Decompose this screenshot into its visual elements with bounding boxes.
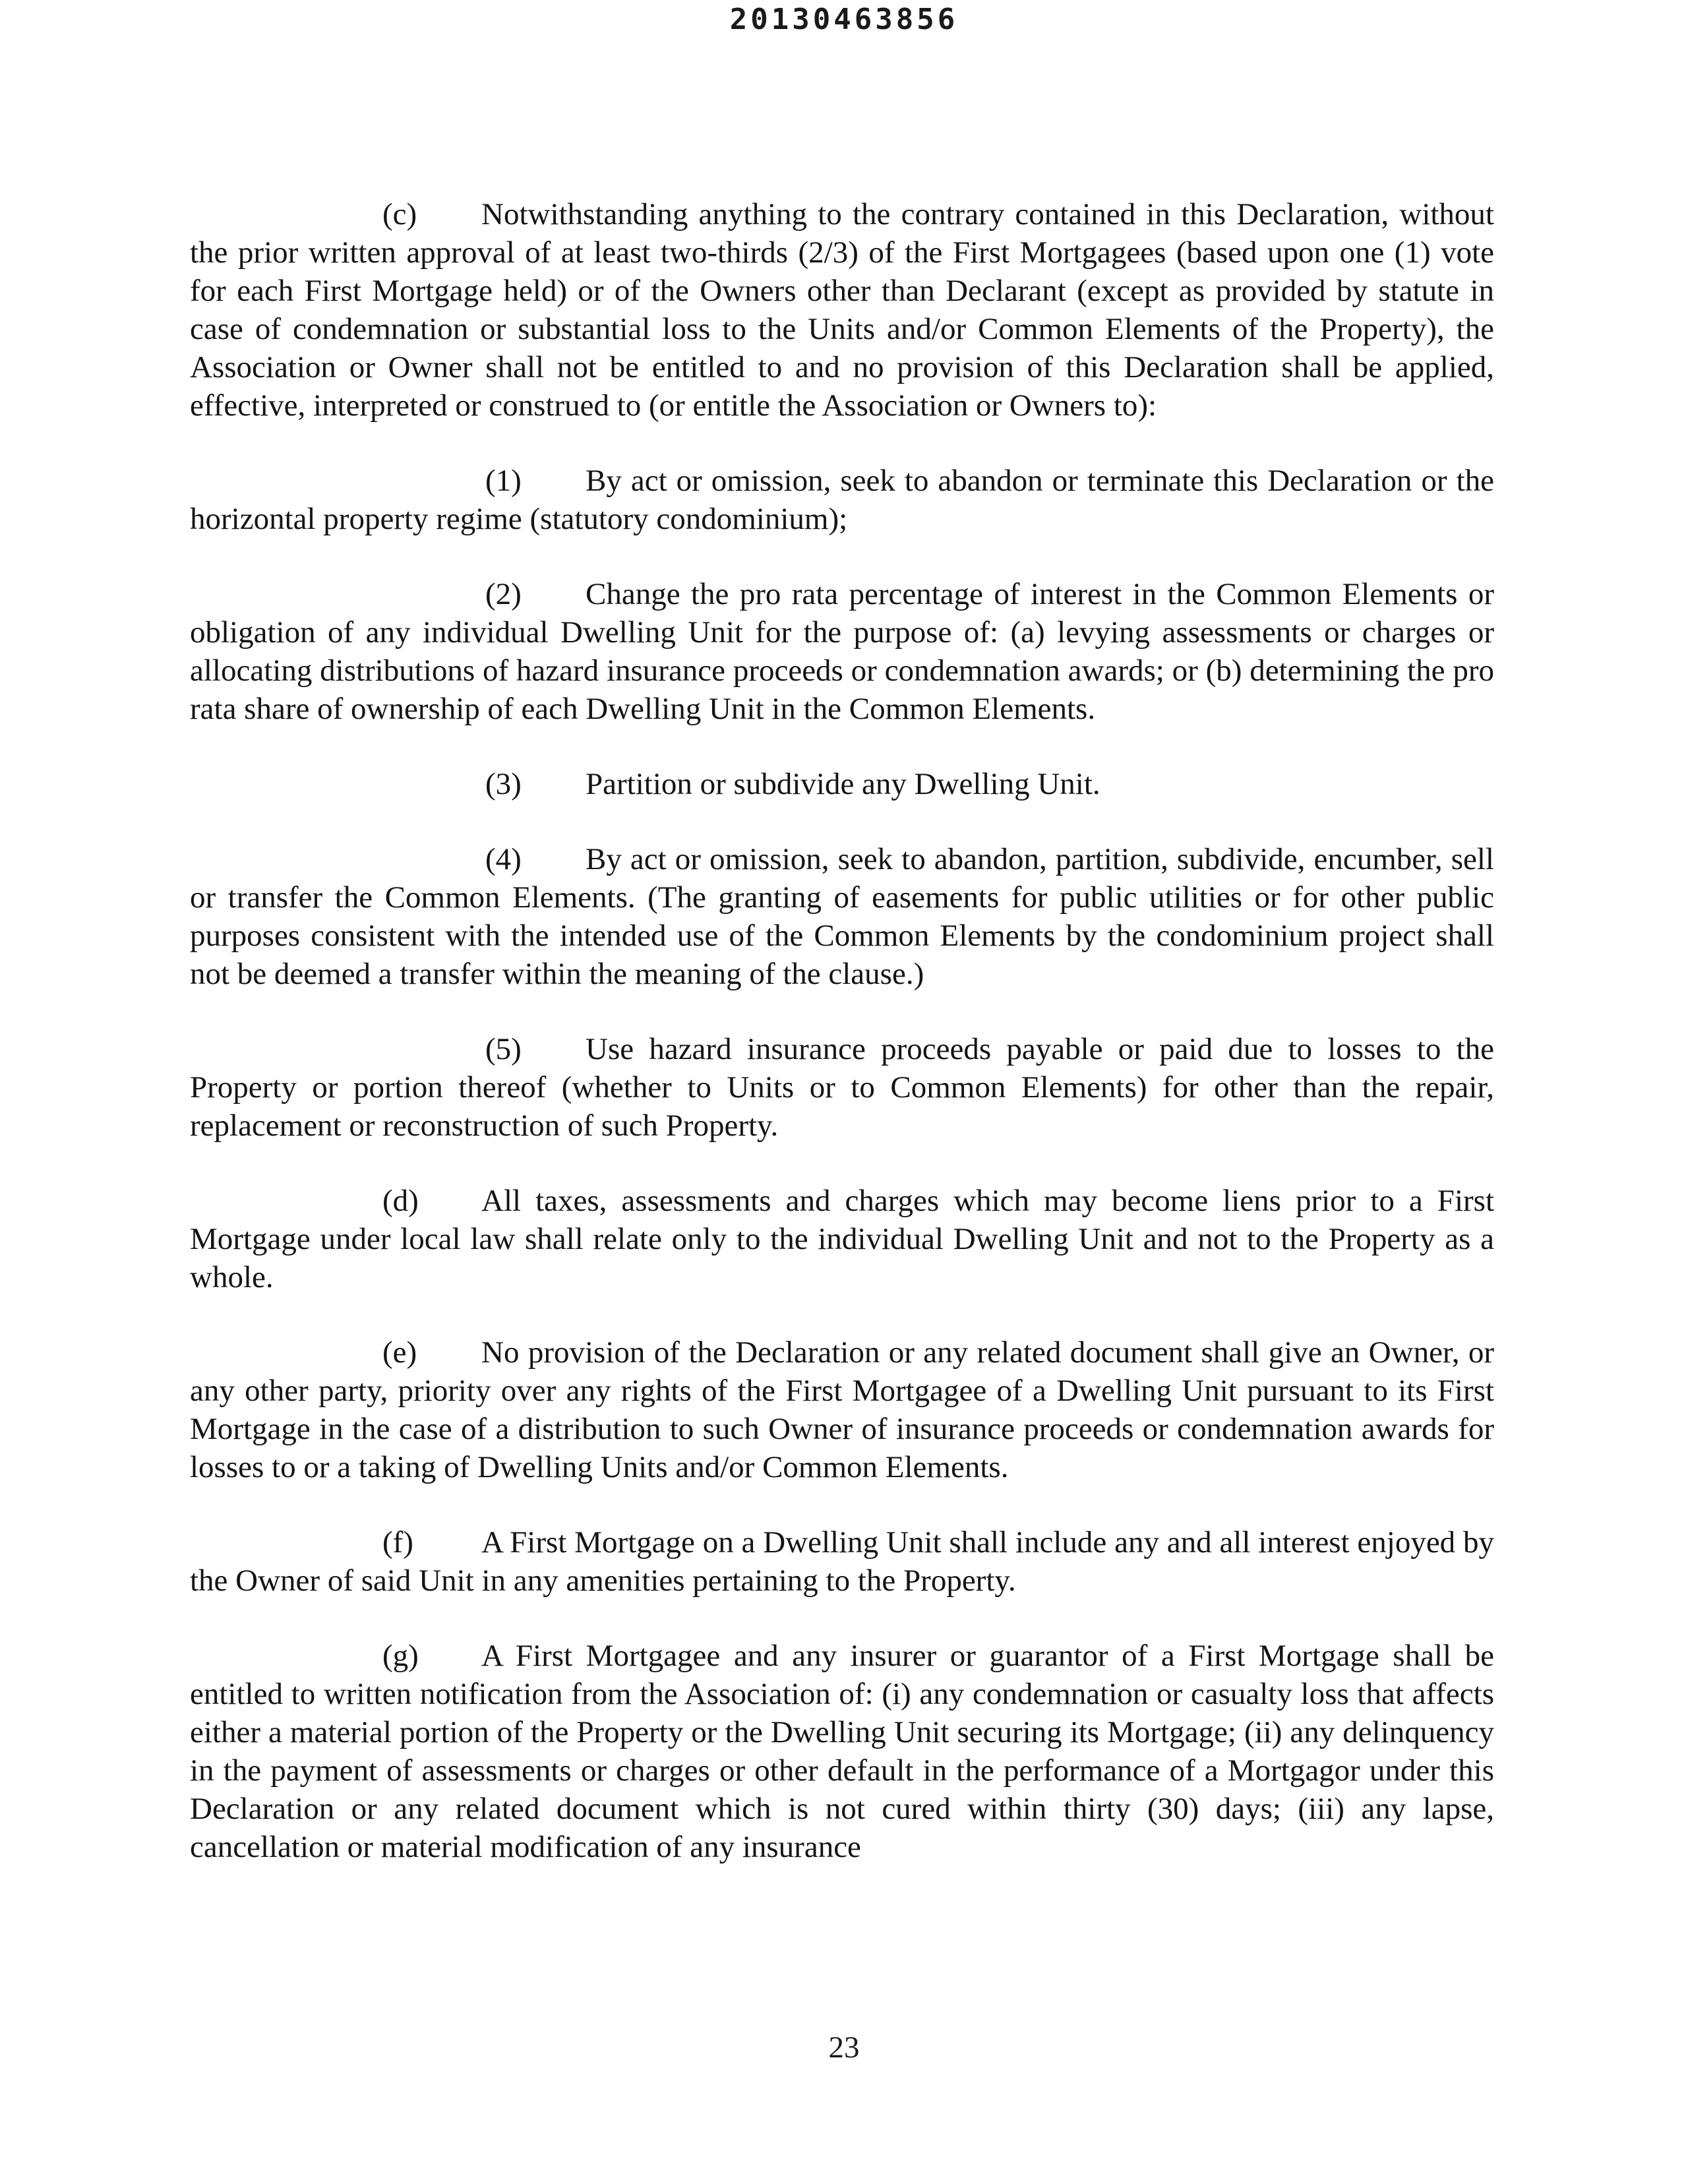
paragraph-5 (190, 1030, 1494, 1145)
paragraph-text: Partition or subdivide any Dwelling Unit. (586, 767, 1100, 801)
paragraph-4 (190, 840, 1494, 993)
paragraph-text: Use hazard insurance proceeds payable or paid due to losses to the Property or portion thereof (whether to Units or to Common Elements) for other than the repair, replacement or reconstruction of such Property. (190, 1032, 1494, 1143)
paragraph-text: Notwithstanding anything to the contrary contained in this Declaration, without the prior written approval of at least two-thirds (2/3) of the First Mortgagees (based upon one (1) vote for each First Mortgage held) or of the Owners other than Declarant (except as provided by statute in case of condemnation or substantial loss to the Units and/or Common Elements of the Property), the Association or Owner shall not be entitled to and no provision of this Declaration shall be applied, effective, interpreted or construed to (or entitle the Association or Owners to): (190, 197, 1494, 423)
paragraph-marker: (g) (382, 1639, 419, 1673)
paragraph-c (190, 195, 1494, 425)
paragraph-text: By act or omission, seek to abandon, partition, subdivide, encumber, sell or transfer the Common Elements. (The granting of easements for public utilities or for other public purposes consistent with the intended use of the Common Elements by the condominium project shall not be deemed a transfer within the meaning of the clause.) (190, 842, 1494, 991)
paragraph-1 (190, 462, 1494, 538)
paragraph-d (190, 1182, 1494, 1296)
paragraph-text: Change the pro rata percentage of interest in the Common Elements or obligation of any individual Dwelling Unit for the purpose of: (a) levying assessments or charges or allocating distributions of hazard insurance proceeds or condemnation awards; or (b) determining the pro rata share of ownership of each Dwelling Unit in the Common Elements. (190, 577, 1494, 726)
paragraph-marker: (1) (485, 464, 522, 498)
paragraph-marker: (f) (382, 1525, 413, 1560)
paragraph-text: A First Mortgage on a Dwelling Unit shall include any and all interest enjoyed by the Owner of said Unit in any amenities pertaining to the Property. (190, 1525, 1494, 1598)
paragraph-marker: (d) (382, 1184, 419, 1218)
paragraph-3 (190, 765, 1494, 803)
document-number: 20130463856 (729, 3, 959, 36)
paragraph-marker: (3) (485, 767, 522, 801)
paragraph-e (190, 1333, 1494, 1486)
document-body (190, 195, 1494, 1903)
paragraph-marker: (4) (485, 842, 522, 876)
paragraph-text: By act or omission, seek to abandon or terminate this Declaration or the horizontal property regime (statutory condominium); (190, 464, 1494, 536)
paragraph-marker: (c) (382, 197, 417, 231)
paragraph-text: All taxes, assessments and charges which may become liens prior to a First Mortgage under local law shall relate only to the individual Dwelling Unit and not to the Property as a whole. (190, 1184, 1494, 1294)
paragraph-marker: (5) (485, 1032, 522, 1066)
paragraph-text: No provision of the Declaration or any related document shall give an Owner, or any other party, priority over any rights of the First Mortgagee of a Dwelling Unit pursuant to its First Mortgage in the case of a distribution to such Owner of insurance proceeds or condemnation awards for losses to or a taking of Dwelling Units and/or Common Elements. (190, 1335, 1494, 1484)
page-number: 23 (828, 2030, 860, 2065)
paragraph-text: A First Mortgagee and any insurer or guarantor of a First Mortgage shall be entitled to written notification from the Association of: (i) any condemnation or casualty loss that affects either a material portion of the Property or the Dwelling Unit securing its Mortgage; (ii) any delinquency in the payment of assessments or charges or other default in the performance of a Mortgagor under this Declaration or any related document which is not cured within thirty (30) days; (iii) any lapse, cancellation or material modification of any insurance (190, 1639, 1494, 1864)
paragraph-marker: (e) (382, 1335, 417, 1370)
paragraph-marker: (2) (485, 577, 522, 611)
paragraph-2 (190, 575, 1494, 728)
paragraph-g (190, 1637, 1494, 1866)
paragraph-f (190, 1523, 1494, 1600)
